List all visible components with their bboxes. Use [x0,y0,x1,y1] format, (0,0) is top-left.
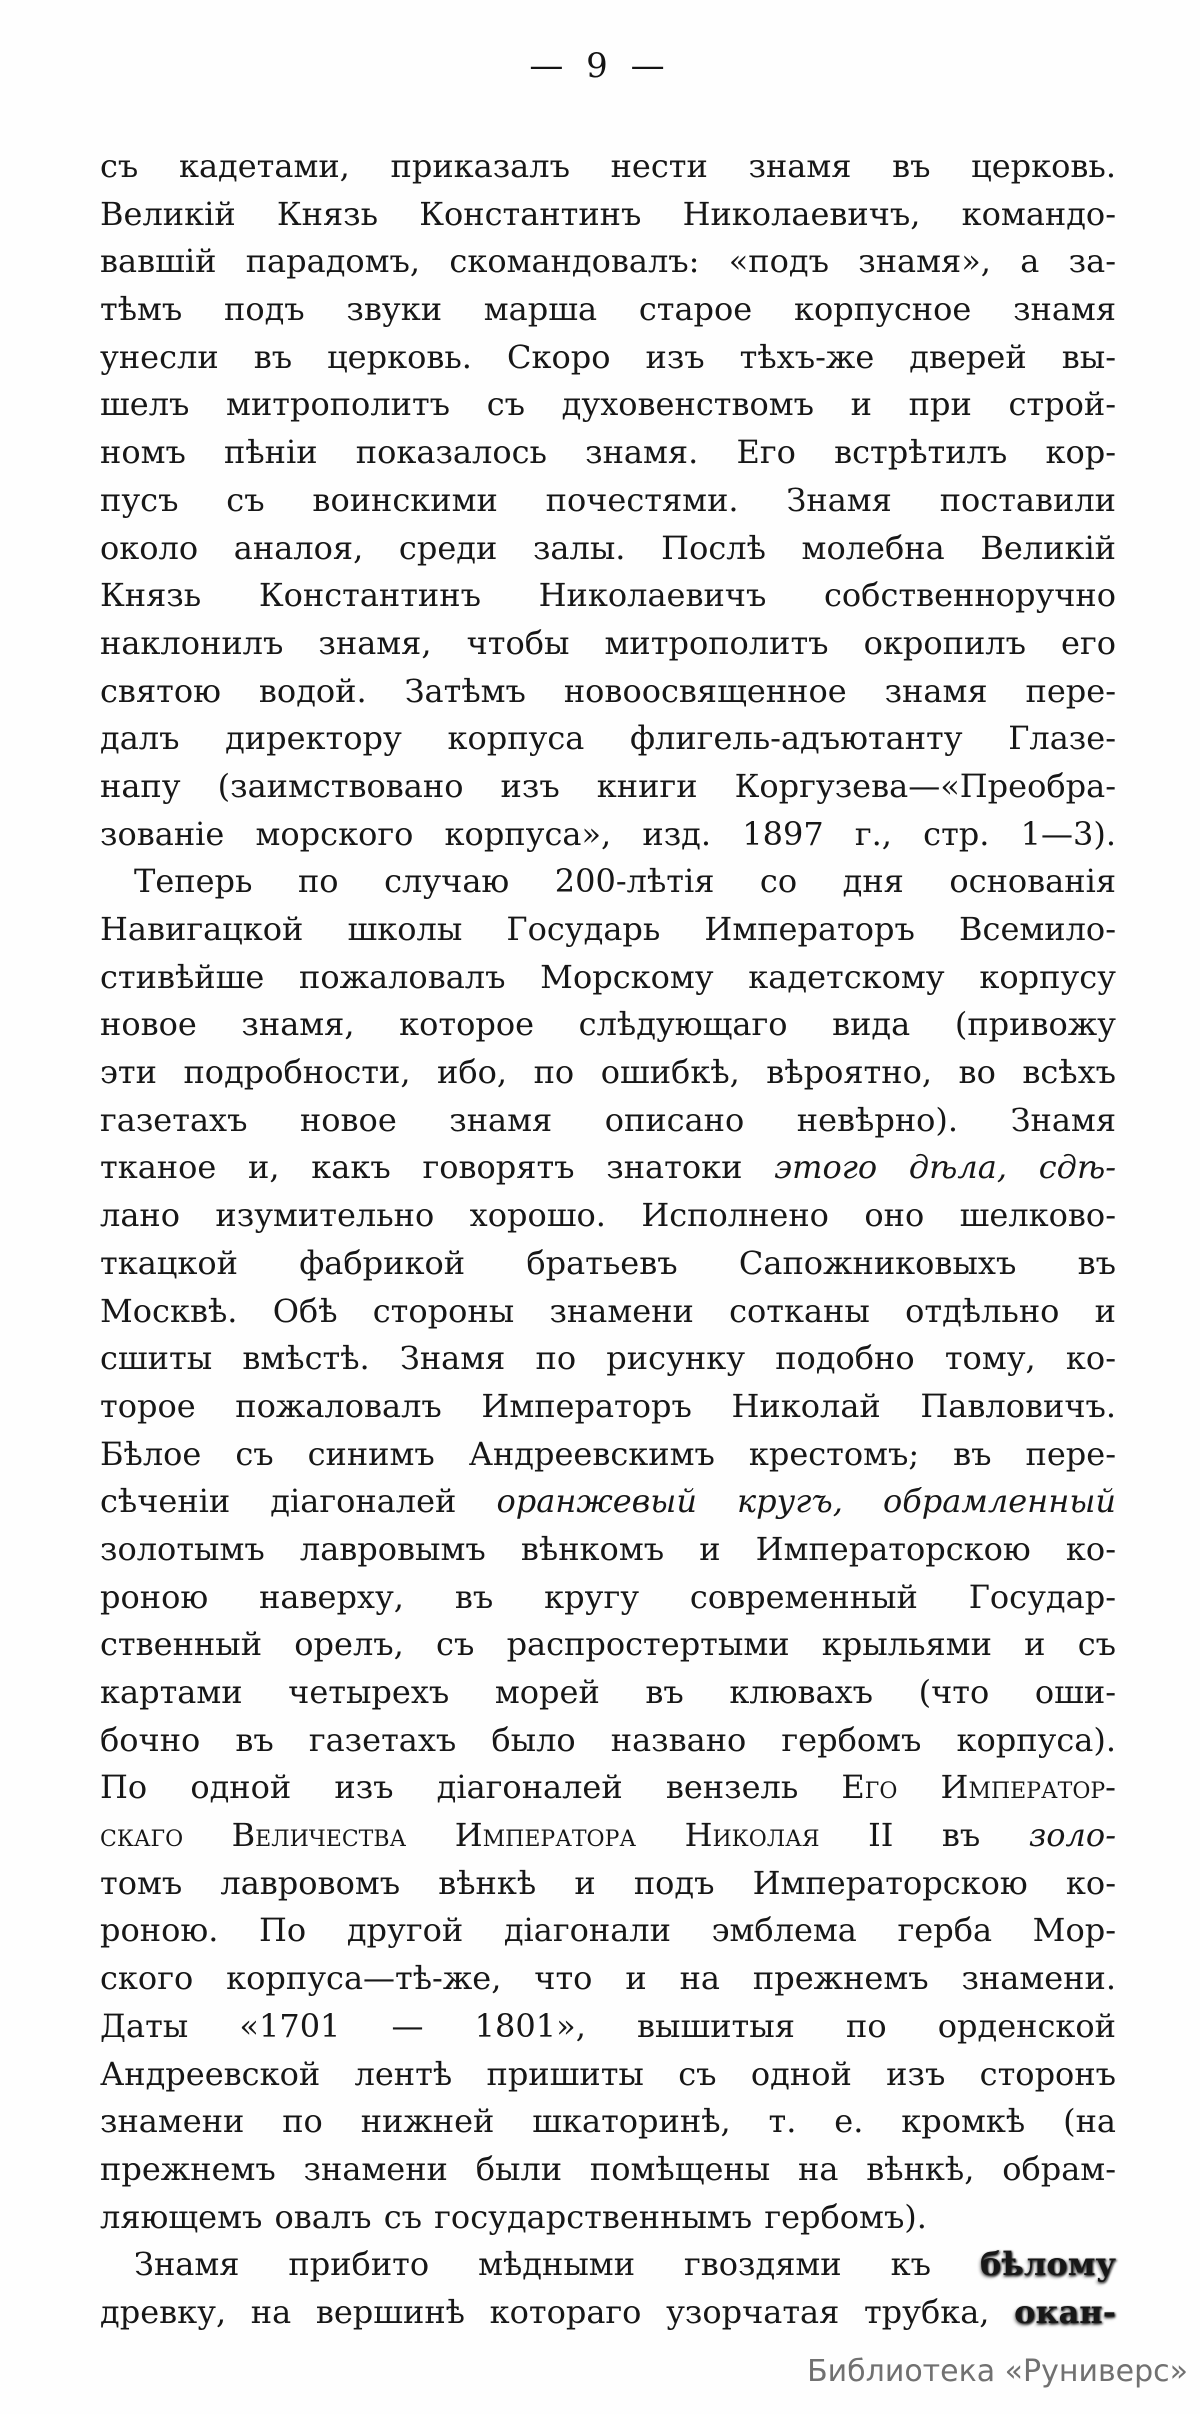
text-segment: ткацкой фабрикой братьевъ Сапожниковыхъ въ [100,1243,1116,1282]
text-line [100,1478,1116,1526]
text-segment: роною наверху, въ кругу современный Государ- [100,1577,1116,1616]
text-segment: ляющемъ овалъ съ государственнымъ гербомъ). [100,2197,927,2236]
text-line [100,1431,1116,1479]
text-segment: около аналоя, среди залы. Послѣ молебна Великій [100,528,1116,567]
text-segment: номъ пѣніи показалось знамя. Его встрѣтилъ кор- [100,433,1116,472]
text-line [100,2098,1116,2146]
text-line [100,763,1116,811]
text-line [100,906,1116,954]
text-line [100,191,1116,239]
text-line [100,2194,1116,2242]
text-segment: съ кадетами, приказалъ нести знамя въ церковь. [100,147,1116,185]
text-line [100,1621,1116,1669]
text-segment: лано изумительно хорошо. Исполнено оно шелково- [100,1196,1116,1235]
text-segment: Знамя прибито мѣдными гвоздями къ [134,2245,980,2284]
text-segment: Даты «1701 — 1801», вышитыя по орденской [100,2006,1116,2045]
text-segment: тканое и, какъ говорятъ знатоки [100,1148,775,1187]
text-segment: святою водой. Затѣмъ новоосвященное знамя пере- [100,671,1116,710]
text-segment: вавшій парадомъ, скомандовалъ: «подъ знамя», а за- [100,242,1116,281]
text-segment: По одной изъ діагоналей вензель [100,1768,842,1807]
text-segment: тѣмъ подъ звуки марша старое корпусное знамя [100,290,1116,329]
text-line [100,1288,1116,1336]
text-segment: новое знамя, которое слѣдующаго вида (привожу [100,1005,1116,1044]
text-line [100,858,1116,906]
text-segment: Навигацкой школы Государь Императоръ Всемило- [100,910,1116,948]
text-line [100,1955,1116,2003]
text-segment: зованіе морского корпуса», изд. 1897 г., стр. 1—3). [100,814,1116,853]
text-segment: картами четырехъ морей въ клювахъ (что оши- [100,1673,1116,1711]
text-segment: Великій Князь Константинъ Николаевичъ, командо- [100,194,1116,233]
text-line [100,2289,1116,2337]
text-segment: стивѣйше пожаловалъ Морскому кадетскому корпусу [100,957,1116,996]
text-segment: унесли въ церковь. Скоро изъ тѣхъ-же дверей вы- [100,337,1116,376]
text-segment: въ [893,1816,1029,1855]
text-line [100,954,1116,1002]
text-line [100,1240,1116,1288]
text-segment: далъ директору корпуса флигель-адъютанту Глазе- [100,719,1116,758]
text-line [100,1144,1116,1192]
text-line [100,2051,1116,2099]
text-segment: сшиты вмѣстѣ. Знамя по рисунку подобно тому, ко- [100,1339,1116,1378]
text-line [100,429,1116,477]
text-line [100,1907,1116,1955]
text-segment: Князь Константинъ Николаевичъ собственноручно [100,576,1116,615]
smudged-word: окан- [1014,2292,1116,2331]
text-segment: томъ лавровомъ вѣнкѣ и подъ Императорскою ко- [100,1863,1116,1902]
text-line [100,286,1116,334]
text-segment: этого дѣла, сдѣ- [774,1148,1117,1187]
text-segment: Москвѣ. Обѣ стороны знамени сотканы отдѣльно и [100,1291,1116,1330]
text-line [100,811,1116,859]
text-line [100,2003,1116,2051]
text-line [100,1335,1116,1383]
text-segment: прежнемъ знамени были помѣщены на вѣнкѣ, обрам- [100,2149,1116,2188]
text-line [100,620,1116,668]
text-segment: роною. По другой діагонали эмблема герба Мор- [100,1911,1116,1950]
text-line [100,1097,1116,1145]
page-number-header: — 9 — [529,46,671,86]
text-line [100,572,1116,620]
text-line [100,1049,1116,1097]
text-segment: торое пожаловалъ Императоръ Николай Павловичъ. [100,1386,1116,1425]
text-segment: Его Император- [841,1768,1116,1807]
text-segment: знамени по нижней шкаторинѣ, т. е. кромкѣ (на [100,2102,1116,2141]
text-line [100,525,1116,573]
text-segment: эти подробности, ибо, по ошибкѣ, вѣроятно, во всѣхъ [100,1053,1116,1092]
library-watermark: Библиотека «Руниверс» [807,2354,1188,2389]
text-line [100,381,1116,429]
text-line [100,143,1116,191]
text-segment: Теперь по случаю 200-лѣтія со дня основанія [134,862,1116,901]
text-segment: древку, на вершинѣ котораго узорчатая трубка, [100,2292,1015,2331]
text-line [100,1574,1116,1622]
text-line [100,1526,1116,1574]
text-line [100,2241,1116,2289]
text-segment: наклонилъ знамя, чтобы митрополитъ окропилъ его [100,623,1116,662]
text-line [100,668,1116,716]
text-segment: бочно въ газетахъ было названо гербомъ корпуса). [100,1720,1116,1759]
text-segment: газетахъ новое знамя описано невѣрно). Знамя [100,1100,1116,1139]
page-text [100,143,1116,2337]
text-segment: сѣченіи діагоналей [100,1482,497,1521]
text-line [100,1812,1116,1860]
text-segment: золотымъ лавровымъ вѣнкомъ и Императорскою ко- [100,1529,1116,1568]
text-segment: напу (заимствовано изъ книги Коргузева—«Преобра- [100,766,1116,805]
text-segment: Бѣлое съ синимъ Андреевскимъ крестомъ; въ пере- [100,1434,1116,1473]
text-line [100,1192,1116,1240]
text-line [100,477,1116,525]
text-segment: шелъ митрополитъ съ духовенствомъ и при строй- [100,385,1116,424]
text-line [100,1383,1116,1431]
text-segment: ственный орелъ, съ распростертыми крыльями и съ [100,1625,1116,1664]
text-segment: Андреевской лентѣ пришиты съ одной изъ сторонъ [100,2054,1116,2093]
text-line [100,1669,1116,1717]
text-segment: скаго Величества Императора Николая II [100,1816,894,1855]
text-segment: пусъ съ воинскими почестями. Знамя поставили [100,480,1116,519]
text-line [100,715,1116,763]
text-segment: ского корпуса—тѣ-же, что и на прежнемъ знамени. [100,1959,1116,1998]
text-line [100,334,1116,382]
text-line [100,238,1116,286]
text-line [100,1860,1116,1908]
smudged-word: бѣлому [979,2245,1116,2284]
text-segment: оранжевый кругъ, обрамленный [496,1482,1116,1521]
text-line [100,2146,1116,2194]
text-line [100,1764,1116,1812]
text-line [100,1717,1116,1765]
text-segment: золо- [1028,1816,1116,1855]
text-line [100,1001,1116,1049]
